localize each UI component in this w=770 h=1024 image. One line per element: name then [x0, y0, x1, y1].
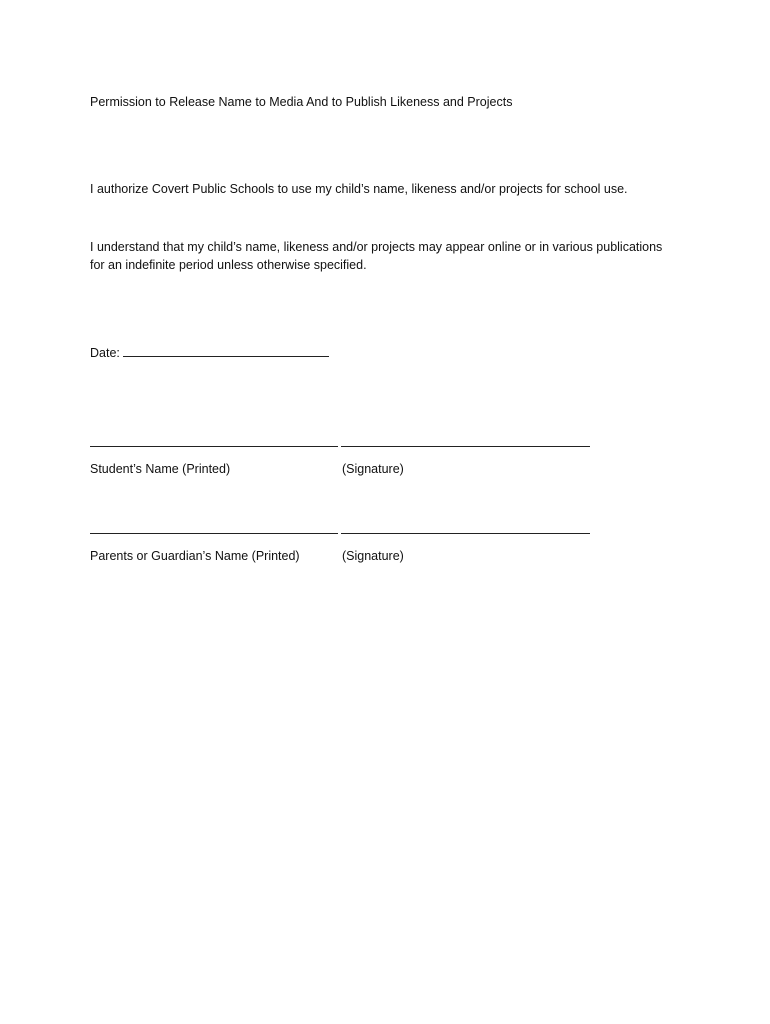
- date-field: [90, 344, 329, 362]
- understanding-statement: [90, 238, 690, 274]
- date-input-line[interactable]: [123, 344, 329, 357]
- understanding-line-2: for an indefinite period unless otherwise specified.: [90, 258, 367, 272]
- parent-signature-caption: (Signature): [342, 549, 404, 563]
- date-label: Date:: [90, 346, 120, 360]
- student-name-caption: Student’s Name (Printed): [90, 462, 231, 476]
- student-name-line[interactable]: [90, 433, 338, 447]
- parent-name-line[interactable]: [90, 520, 338, 534]
- understanding-line-1: I understand that my child’s name, likeness and/or projects may appear online or in various publications: [90, 240, 663, 254]
- student-signature-row: [90, 433, 610, 451]
- student-signature-caption: (Signature): [342, 462, 404, 476]
- authorization-statement: I authorize Covert Public Schools to use my child’s name, likeness and/or projects for school use.: [90, 182, 628, 196]
- parent-signature-row: [90, 520, 610, 538]
- parent-name-caption: Parents or Guardian’s Name (Printed): [90, 549, 300, 563]
- parent-signature-line[interactable]: [341, 520, 590, 534]
- form-title: Permission to Release Name to Media And to Publish Likeness and Projects: [90, 95, 513, 109]
- student-signature-line[interactable]: [341, 433, 590, 447]
